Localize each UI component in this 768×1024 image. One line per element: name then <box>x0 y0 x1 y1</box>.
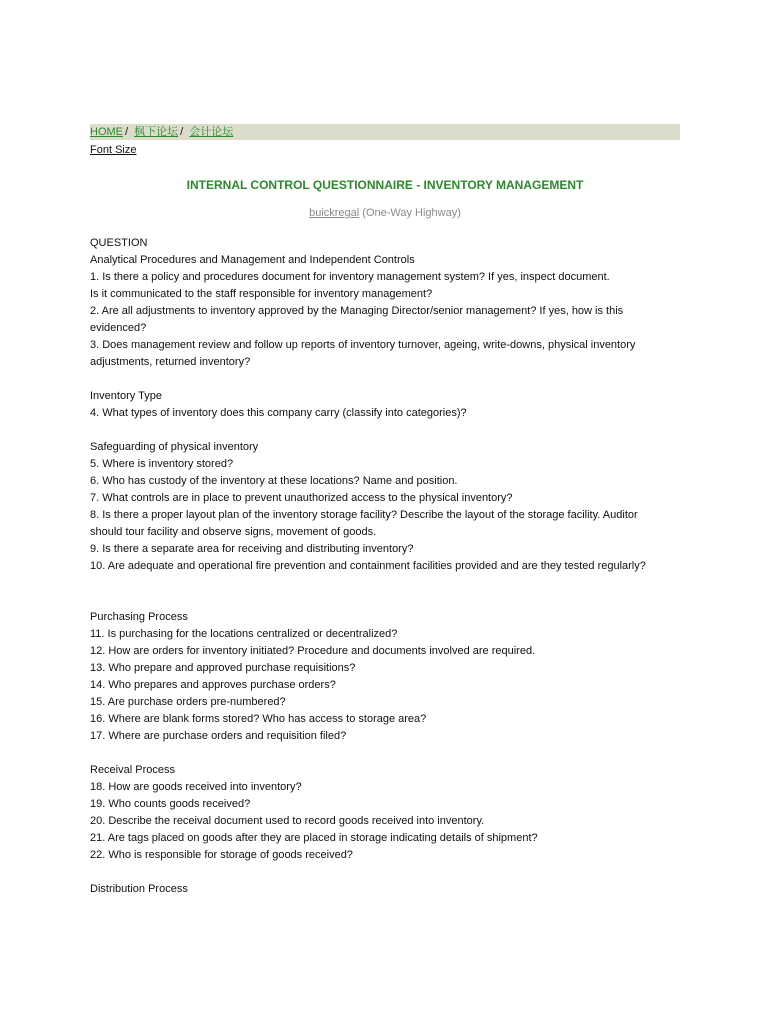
question-line: 12. How are orders for inventory initiated? Procedure and documents involved are required. <box>90 645 536 657</box>
question-line: 5. Where is inventory stored? <box>90 458 234 470</box>
question-line: 19. Who counts goods received? <box>90 798 251 810</box>
question-line: 10. Are adequate and operational fire prevention and containment facilities provided and are they tested regularly? <box>90 560 646 572</box>
question-line: evidenced? <box>90 322 147 334</box>
question-line: 18. How are goods received into inventory? <box>90 781 302 793</box>
spacer <box>90 745 680 762</box>
breadcrumb-subforum-link[interactable]: 会计论坛 <box>189 126 234 138</box>
spacer <box>90 371 680 388</box>
body-heading: QUESTION <box>90 237 148 249</box>
document-title: INTERNAL CONTROL QUESTIONNAIRE - INVENTORY MANAGEMENT <box>186 178 584 192</box>
document-body <box>90 235 680 898</box>
document-page <box>90 124 680 898</box>
breadcrumb-forum-link[interactable]: 枫下论坛 <box>134 126 179 138</box>
question-line: 8. Is there a proper layout plan of the inventory storage facility? Describe the layout of the storage facility. Auditor <box>90 509 638 521</box>
section-title: Receival Process <box>90 764 175 776</box>
question-line: Is it communicated to the staff responsible for inventory management? <box>90 288 433 300</box>
question-line: 1. Is there a policy and procedures document for inventory management system? If yes, inspect document. <box>90 271 610 283</box>
question-line: 22. Who is responsible for storage of goods received? <box>90 849 353 861</box>
author-tagline: (One-Way Highway) <box>362 207 461 219</box>
question-line: 20. Describe the receival document used to record goods received into inventory. <box>90 815 485 827</box>
spacer <box>90 864 680 881</box>
question-line: 9. Is there a separate area for receiving and distributing inventory? <box>90 543 414 555</box>
section-title: Purchasing Process <box>90 611 188 623</box>
question-line: 21. Are tags placed on goods after they are placed in storage indicating details of shipment? <box>90 832 538 844</box>
breadcrumb-separator: / <box>125 126 129 138</box>
section-title: Inventory Type <box>90 390 162 402</box>
question-line: 3. Does management review and follow up reports of inventory turnover, ageing, write-downs, physical inventory <box>90 339 636 351</box>
question-line: 13. Who prepare and approved purchase requisitions? <box>90 662 356 674</box>
question-line: 6. Who has custody of the inventory at these locations? Name and position. <box>90 475 458 487</box>
byline <box>90 206 680 221</box>
question-line: 16. Where are blank forms stored? Who has access to storage area? <box>90 713 427 725</box>
question-line: 7. What controls are in place to prevent unauthorized access to the physical inventory? <box>90 492 513 504</box>
breadcrumb-home-link[interactable]: HOME <box>90 126 123 138</box>
question-line: 4. What types of inventory does this company carry (classify into categories)? <box>90 407 467 419</box>
question-line: 17. Where are purchase orders and requisition filed? <box>90 730 347 742</box>
font-size-link[interactable]: Font Size <box>90 144 137 156</box>
question-line: 11. Is purchasing for the locations centralized or decentralized? <box>90 628 398 640</box>
question-line: 14. Who prepares and approves purchase orders? <box>90 679 336 691</box>
question-line: 2. Are all adjustments to inventory approved by the Managing Director/senior management? If yes, how is this <box>90 305 624 317</box>
spacer <box>90 422 680 439</box>
section-title: Safeguarding of physical inventory <box>90 441 259 453</box>
author-link[interactable]: buickregal <box>309 207 360 219</box>
section-title: Analytical Procedures and Management and Independent Controls <box>90 254 415 266</box>
spacer <box>90 575 680 609</box>
breadcrumb <box>90 124 680 140</box>
question-line: should tour facility and observe signs, movement of goods. <box>90 526 377 538</box>
breadcrumb-separator: / <box>180 126 184 138</box>
question-line: adjustments, returned inventory? <box>90 356 251 368</box>
question-line: 15. Are purchase orders pre-numbered? <box>90 696 286 708</box>
section-title: Distribution Process <box>90 883 188 895</box>
